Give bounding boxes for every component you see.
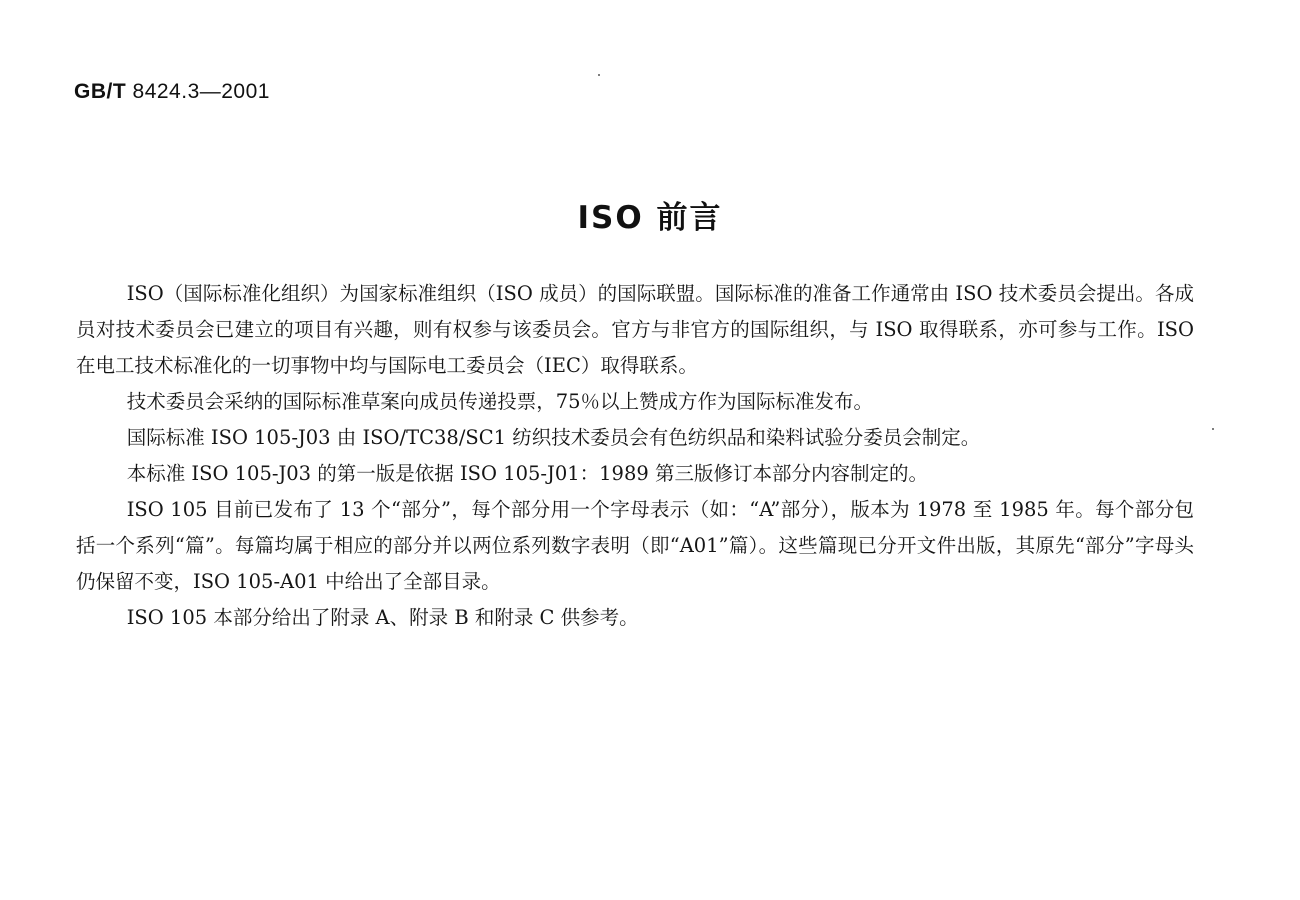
document-code-number: 8424.3—2001 <box>132 80 270 103</box>
scan-speck <box>598 74 600 76</box>
document-code <box>74 80 270 104</box>
scan-speck <box>1212 428 1214 430</box>
paragraph-parts: ISO 105 目前已发布了 13 个“部分”，每个部分用一个字母表示（如：“A”部分），版本为 1978 至 1985 年。每个部分包括一个系列“篇”。每篇均属于相应的部分并以两位系列数字表明（即“A01”篇）。这些篇现已分开文件出版，其原先“部分”字母头仍保留不变，ISO 105-A01 中给出了全部目录。 <box>76 498 1194 593</box>
paragraph-committee: 国际标准 ISO 105-J03 由 ISO/TC38/SC1 纺织技术委员会有色纺织品和染料试验分委员会制定。 <box>126 426 981 449</box>
body-text <box>76 276 1194 636</box>
paragraph-first-edition: 本标准 ISO 105-J03 的第一版是依据 ISO 105-J01：1989 第三版修订本部分内容制定的。 <box>126 462 928 485</box>
page-title: ISO 前言 <box>577 200 723 236</box>
paragraph-iso-intro: ISO（国际标准化组织）为国家标准组织（ISO 成员）的国际联盟。国际标准的准备工作通常由 ISO 技术委员会提出。各成员对技术委员会已建立的项目有兴趣，则有权参与该委员会。官方与非官方的国际组织，与 ISO 取得联系，亦可参与工作。ISO 在电工技术标准化的一切事物中均与国际电工委员会（IEC）取得联系。 <box>76 282 1194 377</box>
paragraph-voting: 技术委员会采纳的国际标准草案向成员传递投票，75％以上赞成方作为国际标准发布。 <box>126 390 874 413</box>
paragraph-annexes: ISO 105 本部分给出了附录 A、附录 B 和附录 C 供参考。 <box>126 606 639 629</box>
document-code-prefix: GB/T <box>74 80 127 103</box>
